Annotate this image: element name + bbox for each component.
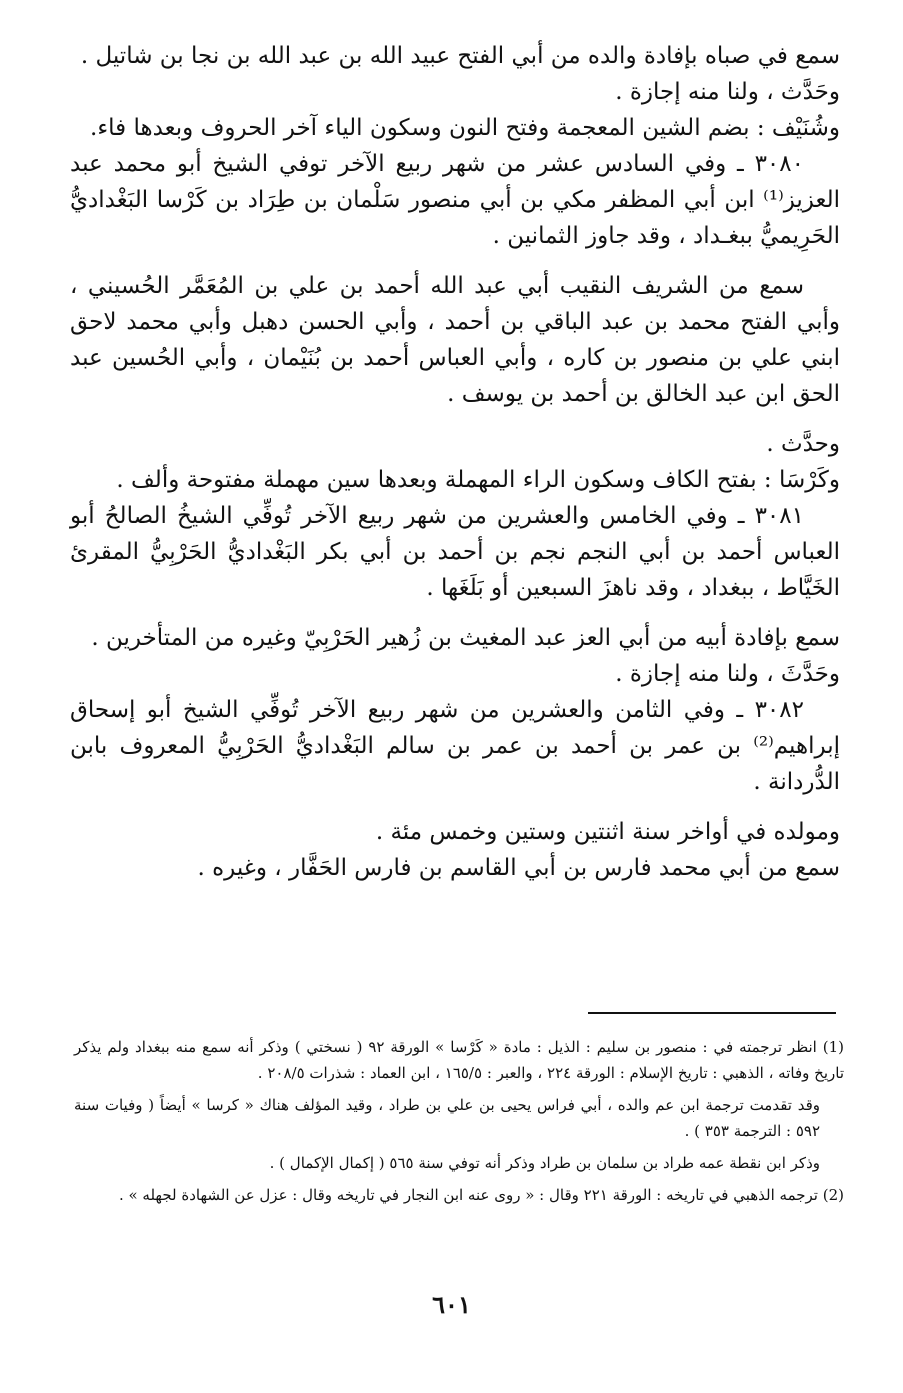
page-number: ٦٠١ (432, 1290, 471, 1319)
paragraph: سمع من أبي محمد فارس بن أبي القاسم بن فارس الحَفَّار ، وغيره . (197, 855, 840, 881)
footnote-1-continued: وذكر ابن نقطة عمه طراد بن سلمان بن طراد وذكر أنه توفي سنة ٥٦٥ ( إكمال الإكمال ) . (269, 1154, 820, 1172)
footnote-1-continued: وقد تقدمت ترجمة ابن عم والده ، أبي فراس يحيى بن علي بن طراد ، وقيد المؤلف هناك « كرسا » أيضاً ( وفيات سنة ٥٩٢ : الترجمة ٣٥٣ ) . (74, 1096, 820, 1140)
footnotes (74, 1034, 844, 1214)
main-text (70, 38, 840, 886)
entry-3081-heading: ٣٠٨١ ـ وفي الخامس والعشرين من شهر ربيع الآخر تُوفِّي الشيخُ الصالحُ أبو العباس أحمد بن أبي النجم نجم بن أحمد بن أبي بكر البَغْداديُّ الحَرْبِيُّ المقرئ الخَيَّاط ، ببغداد ، وقد ناهزَ السبعين أو بَلَغَها . (70, 503, 840, 601)
paragraph: وحَدَّث ، ولنا منه إجازة . (615, 79, 840, 105)
paragraph: وحدَّث . (766, 431, 840, 457)
paragraph: سمع في صباه بإفادة والده من أبي الفتح عبيد الله بن عبد الله بن نجا بن شاتيل . (80, 43, 840, 69)
paragraph: وحَدَّثَ ، ولنا منه إجازة . (615, 661, 840, 687)
paragraph: ومولده في أواخر سنة اثنتين وستين وخمس مئة . (375, 819, 840, 845)
paragraph: وشُنَيْف : بضم الشين المعجمة وفتح النون وسكون الياء آخر الحروف وبعدها فاء. (90, 115, 840, 141)
paragraph: سمع من الشريف النقيب أبي عبد الله أحمد بن علي بن المُعَمَّر الحُسيني ، وأبي الفتح محمد بن عبد الباقي بن أحمد ، وأبي الحسن دهبل وأبي محمد لاحق ابني علي بن منصور بن كاره ، وأبي العباس أحمد بن بُنَيْمان ، وأبي الحُسين عبد الحق ابن عبد الخالق بن أحمد بن يوسف . (70, 273, 840, 407)
entry-3082-heading: ٣٠٨٢ ـ وفي الثامن والعشرين من شهر ربيع الآخر تُوفِّي الشيخ أبو إسحاق إبراهيم⁽²⁾ بن عمر بن أحمد بن عمر بن سالم البَغْداديُّ الحَرْبِيُّ المعروف بابن الدُّردانة . (70, 697, 840, 795)
entry-3080-heading: ٣٠٨٠ ـ وفي السادس عشر من شهر ربيع الآخر توفي الشيخ أبو محمد عبد العزيز⁽¹⁾ ابن أبي المظفر مكي بن أبي منصور سَلْمان بن طِرَاد بن كَرْسا البَغْداديُّ الحَرِيميُّ ببغـداد ، وقد جاوز الثمانين . (70, 151, 840, 249)
paragraph: سمع بإفادة أبيه من أبي العز عبد المغيث بن زُهير الحَرْبِيّ وغيره من المتأخرين . (91, 625, 840, 651)
footnote-2: (2) ترجمه الذهبي في تاريخه : الورقة ٢٢١ وقال : « روى عنه ابن النجار في تاريخه وقال : عزل عن الشهادة لجهله » . (118, 1186, 844, 1204)
paragraph: وكَرْسَا : بفتح الكاف وسكون الراء المهملة وبعدها سين مهملة مفتوحة وألف . (116, 467, 840, 493)
footnote-1: (1) انظر ترجمته في : منصور بن سليم : الذيل : مادة « كَرْسا » الورقة ٩٢ ( نسختي ) وذكر أنه سمع منه ببغداد ولم يذكر تاريخ وفاته ، الذهبي : تاريخ الإسلام : الورقة ٢٢٤ ، والعبر : ١٦٥/٥ ، ابن العماد : شذرات ٢٠٨/٥ . (74, 1038, 844, 1082)
footnote-divider (588, 1012, 836, 1014)
